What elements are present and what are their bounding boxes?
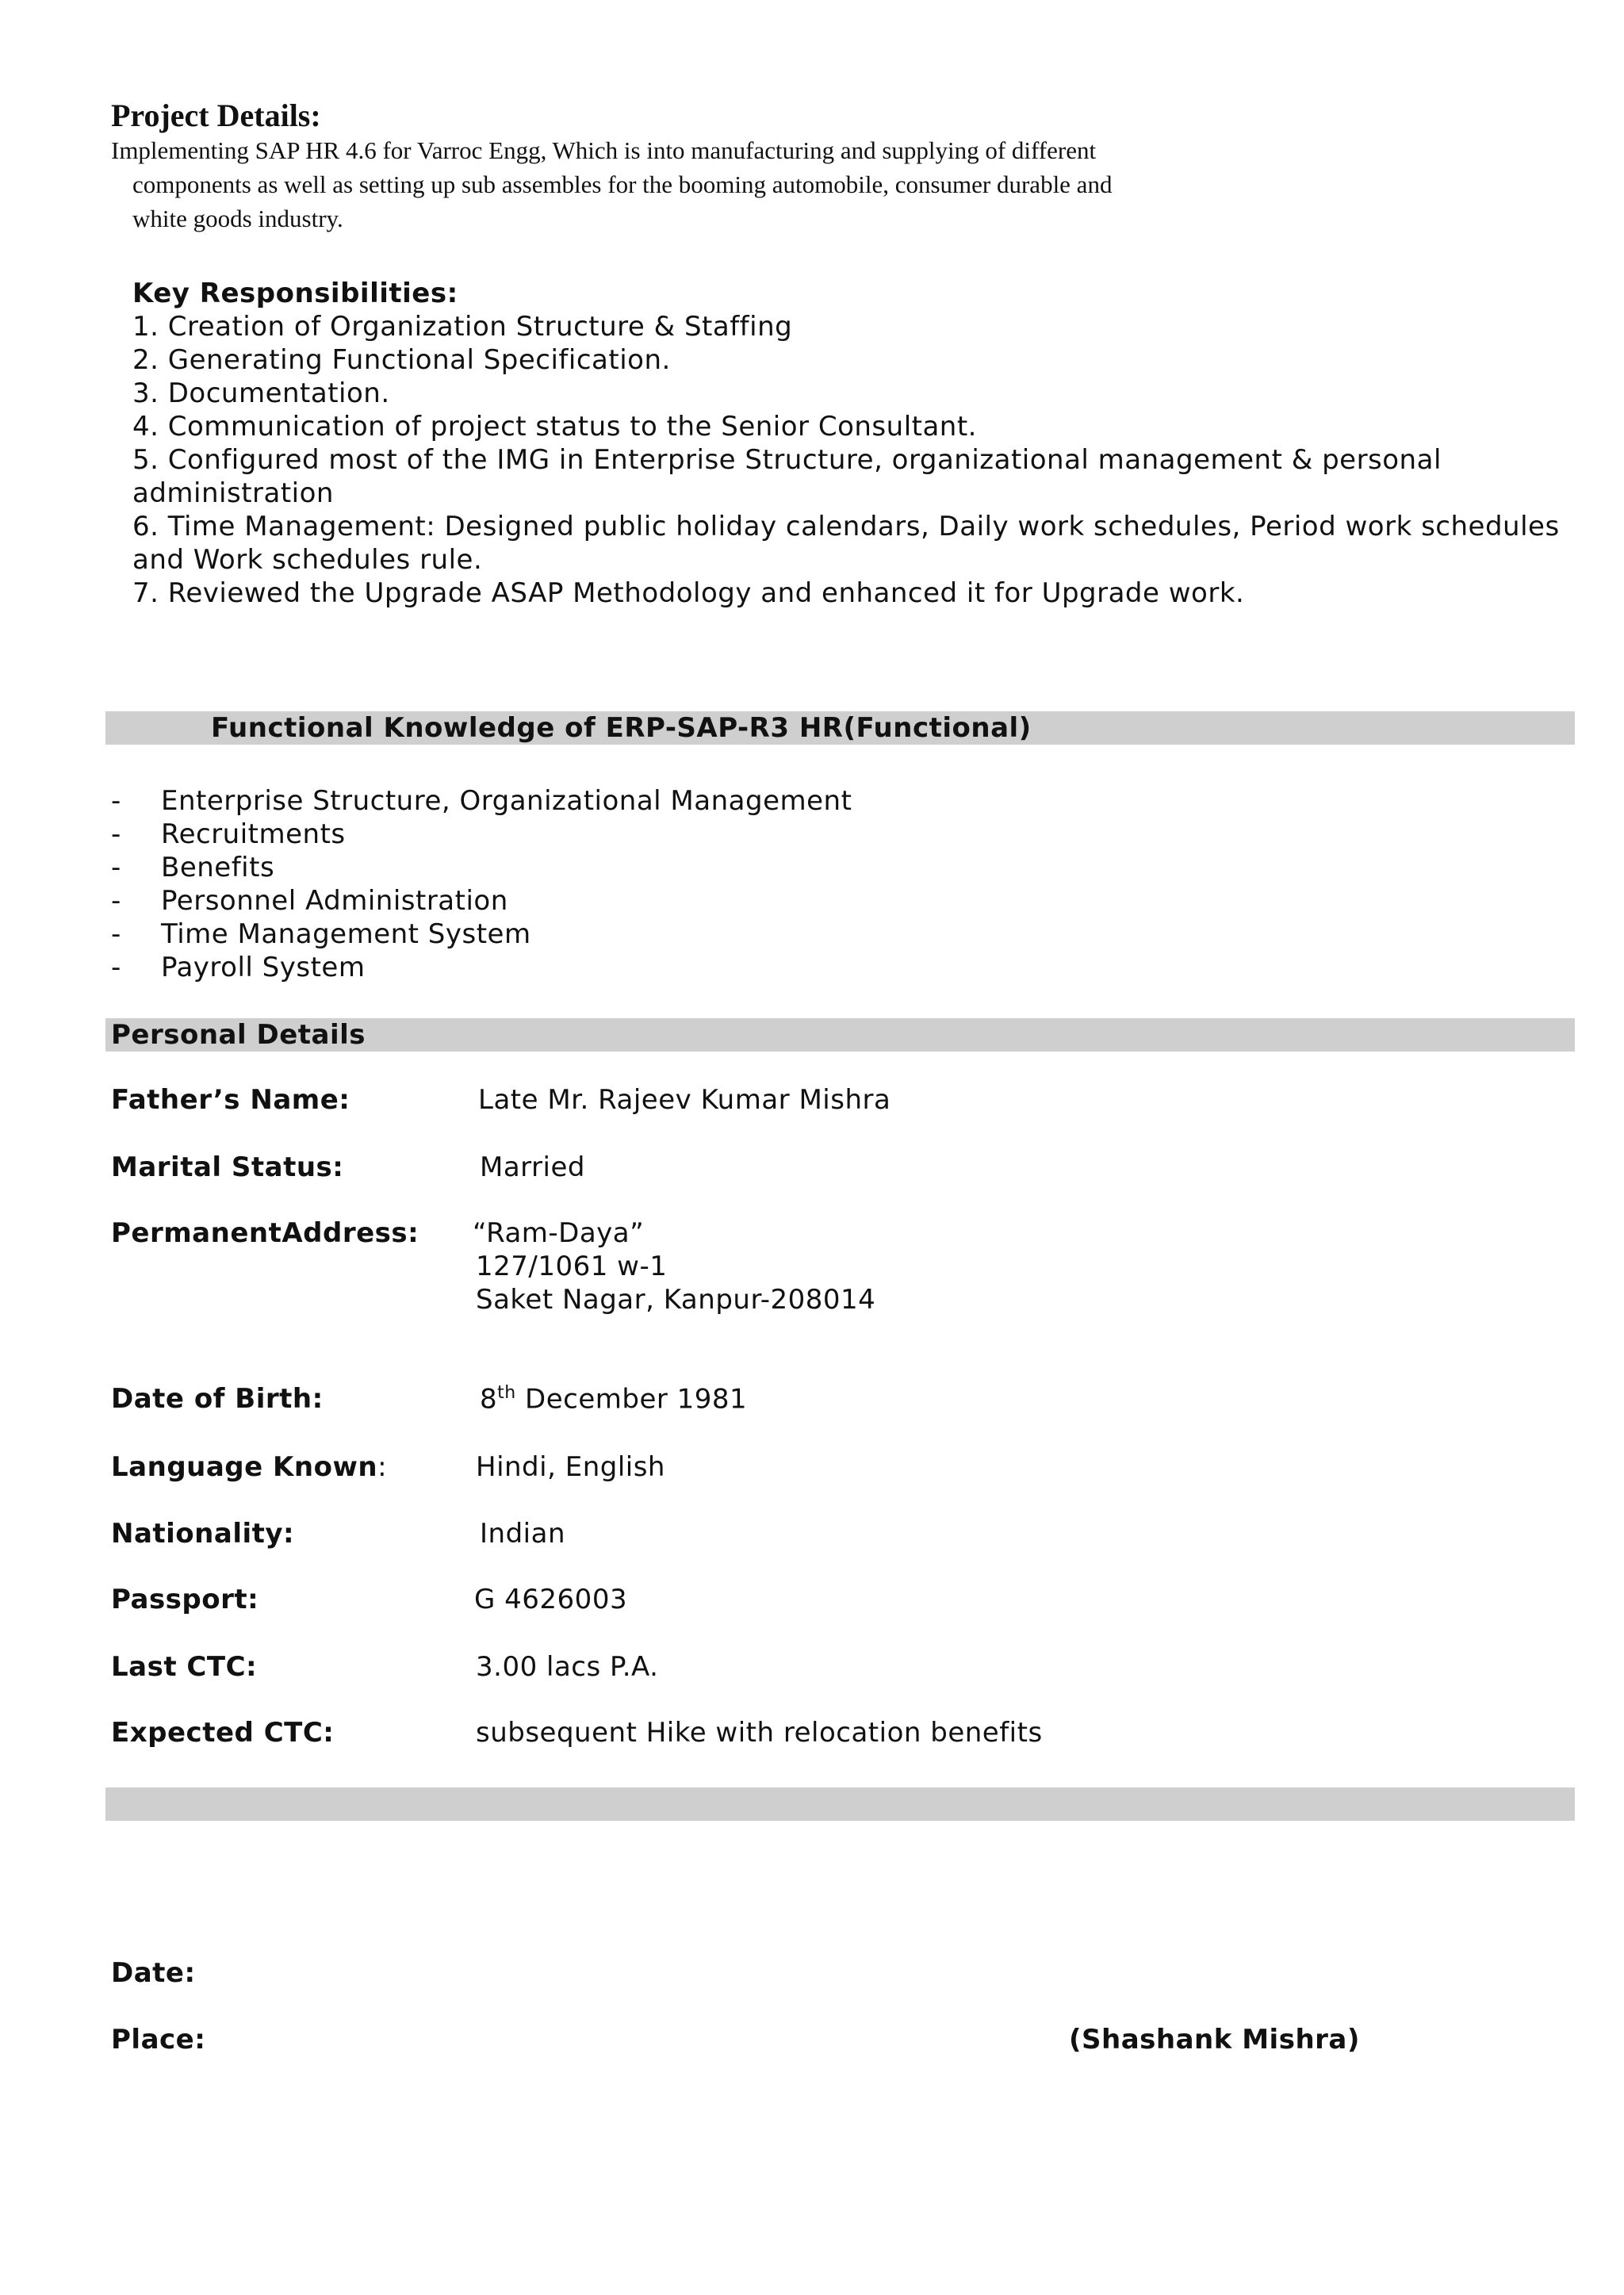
fathers-name-value: Late Mr. Rajeev Kumar Mishra bbox=[478, 1084, 891, 1116]
address-line-2: 127/1061 w-1 bbox=[476, 1251, 668, 1282]
key-responsibilities-heading: Key Responsibilities: bbox=[132, 278, 458, 309]
dob-month-year: December 1981 bbox=[515, 1383, 748, 1416]
last-ctc-label: Last CTC: bbox=[111, 1651, 258, 1683]
list-bullet: - bbox=[111, 952, 121, 983]
responsibility-item-7: 7. Reviewed the Upgrade ASAP Methodology and enhanced it for Upgrade work. bbox=[132, 577, 1245, 609]
responsibility-item-6: 6. Time Management: Designed public holiday calendars, Daily work schedules, Period work schedules bbox=[132, 511, 1560, 542]
project-description-line-2: components as well as setting up sub assembles for the booming automobile, consumer durable and bbox=[132, 170, 1113, 198]
dob-ordinal-suffix: th bbox=[497, 1383, 516, 1403]
fathers-name-label: Father’s Name: bbox=[111, 1084, 350, 1116]
responsibility-item-6-continued: and Work schedules rule. bbox=[132, 544, 483, 576]
list-bullet: - bbox=[111, 852, 121, 883]
marital-status-label: Marital Status: bbox=[111, 1151, 344, 1183]
permanent-address-label: PermanentAddress: bbox=[111, 1217, 419, 1249]
list-item: Recruitments bbox=[161, 818, 346, 850]
passport-value: G 4626003 bbox=[474, 1584, 628, 1615]
list-item: Time Management System bbox=[161, 918, 531, 950]
list-bullet: - bbox=[111, 885, 121, 917]
place-label: Place: bbox=[111, 2024, 206, 2056]
language-known-value: Hindi, English bbox=[476, 1451, 665, 1483]
project-details-heading: Project Details: bbox=[111, 98, 321, 133]
dob-day: 8 bbox=[480, 1383, 498, 1416]
address-line-3: Saket Nagar, Kanpur-208014 bbox=[476, 1284, 876, 1316]
expected-ctc-value: subsequent Hike with relocation benefits bbox=[476, 1717, 1043, 1749]
functional-knowledge-heading: Functional Knowledge of ERP-SAP-R3 HR(Functional) bbox=[211, 712, 1032, 744]
responsibility-item-2: 2. Generating Functional Specification. bbox=[132, 344, 671, 376]
expected-ctc-label: Expected CTC: bbox=[111, 1717, 335, 1749]
signature-name: (Shashank Mishra) bbox=[1069, 2024, 1360, 2056]
language-known-colon: : bbox=[377, 1451, 388, 1483]
list-item: Enterprise Structure, Organizational Management bbox=[161, 785, 852, 817]
list-item: Personnel Administration bbox=[161, 885, 508, 917]
project-description-line-3: white goods industry. bbox=[132, 205, 343, 232]
marital-status-value: Married bbox=[480, 1151, 585, 1183]
date-label: Date: bbox=[111, 1957, 196, 1989]
last-ctc-value: 3.00 lacs P.A. bbox=[476, 1651, 659, 1683]
list-item: Payroll System bbox=[161, 952, 366, 983]
language-known-label-text: Language Known bbox=[111, 1451, 378, 1483]
personal-details-heading: Personal Details bbox=[111, 1019, 366, 1051]
list-bullet: - bbox=[111, 785, 121, 817]
nationality-value: Indian bbox=[480, 1518, 565, 1550]
date-of-birth-label: Date of Birth: bbox=[111, 1383, 324, 1415]
list-item: Benefits bbox=[161, 852, 275, 883]
responsibility-item-4: 4. Communication of project status to the Senior Consultant. bbox=[132, 411, 977, 443]
responsibility-item-1: 1. Creation of Organization Structure & Staffing bbox=[132, 311, 793, 343]
nationality-label: Nationality: bbox=[111, 1518, 295, 1550]
list-bullet: - bbox=[111, 818, 121, 850]
date-of-birth-value bbox=[480, 1383, 747, 1415]
section-divider-bar bbox=[105, 1787, 1575, 1821]
address-line-1: “Ram-Daya” bbox=[473, 1217, 645, 1249]
project-description-line-1: Implementing SAP HR 4.6 for Varroc Engg, Which is into manufacturing and supplying of different bbox=[111, 136, 1097, 164]
list-bullet: - bbox=[111, 918, 121, 950]
responsibility-item-3: 3. Documentation. bbox=[132, 377, 390, 409]
passport-label: Passport: bbox=[111, 1584, 259, 1615]
responsibility-item-5-continued: administration bbox=[132, 477, 334, 509]
language-known-label bbox=[111, 1451, 387, 1483]
responsibility-item-5: 5. Configured most of the IMG in Enterprise Structure, organizational management & personal bbox=[132, 444, 1442, 476]
